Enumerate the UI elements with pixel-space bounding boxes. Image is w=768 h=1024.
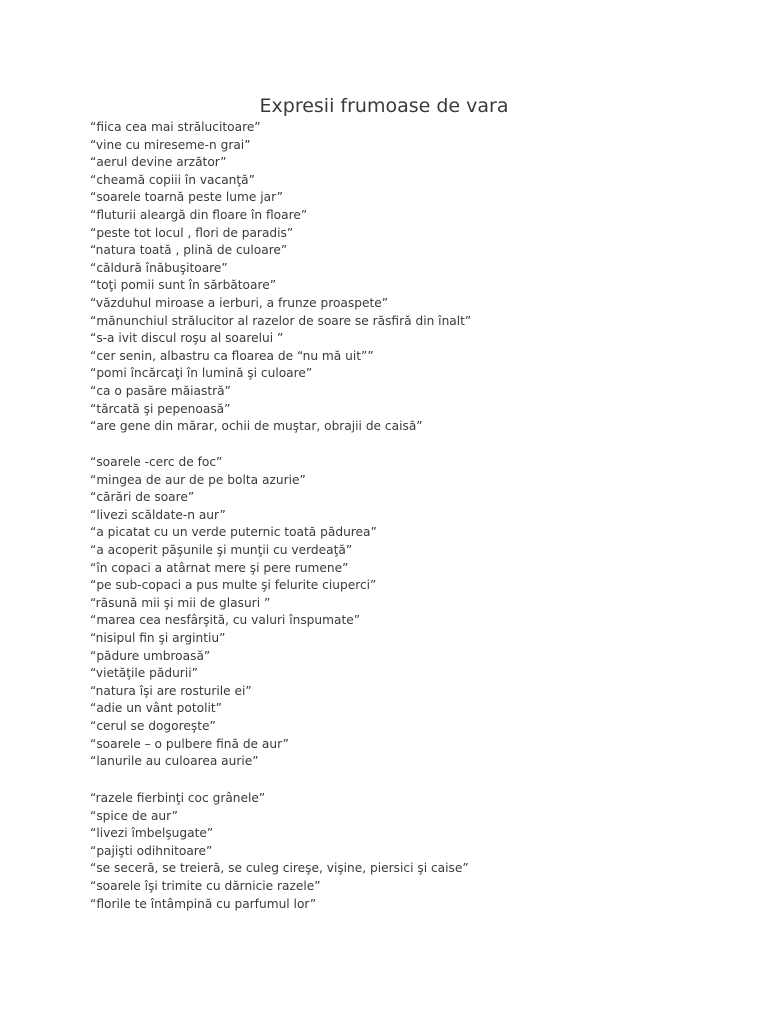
text-line: “fluturii aleargă din floare în floare”	[90, 207, 308, 222]
text-line: “livezi îmbelşugate”	[90, 826, 214, 841]
text-line: “s-a ivit discul roşu al soarelui ”	[90, 331, 284, 346]
text-line: “livezi scăldate-n aur”	[90, 507, 226, 522]
text-line: “tărcată şi pepenoasă”	[90, 401, 231, 416]
text-line: “fiica cea mai strălucitoare”	[90, 120, 261, 134]
text-line: “mănunchiul strălucitor al razelor de soare se răsfiră din înalt”	[90, 313, 472, 328]
text-line: “natura îşi are rosturile ei”	[90, 683, 252, 698]
text-line: “spice de aur”	[90, 808, 178, 823]
document-title: Expresii frumoase de vara	[259, 95, 509, 117]
text-line: “marea cea nesfârşită, cu valuri înspumate”	[90, 613, 361, 628]
text-line: “a picatat cu un verde puternic toată pădurea”	[90, 525, 377, 540]
text-line: “pajişti odihnitoare”	[90, 843, 213, 858]
text-line: “vine cu mireseme-n grai”	[90, 137, 251, 152]
text-line: “nisipul fin şi argintiu”	[90, 630, 226, 645]
text-line: “în copaci a atârnat mere şi pere rumene”	[90, 560, 349, 575]
text-line: “căldură înăbuşitoare”	[90, 260, 228, 275]
text-line: “soarele -cerc de foc”	[90, 455, 223, 469]
text-line: “pe sub-copaci a pus multe şi felurite ciuperci”	[90, 578, 377, 593]
text-line: “toţi pomii sunt în sărbătoare”	[90, 278, 277, 293]
text-line: “soarele îşi trimite cu dărnicie razele”	[90, 878, 321, 893]
text-line: “aerul devine arzător”	[90, 155, 227, 170]
text-line: “ca o pasăre măiastră”	[90, 383, 231, 398]
text-line: “cerul se dogoreşte”	[90, 718, 216, 733]
text-line: “văzduhul miroase a ierburi, a frunze proaspete”	[90, 295, 389, 310]
text-line: “răsună mii şi mii de glasuri ”	[90, 595, 271, 610]
stanza-3	[90, 790, 730, 913]
text-line: “lanurile au culoarea aurie”	[90, 754, 259, 769]
text-line: “soarele toarnă peste lume jar”	[90, 190, 283, 205]
stanza-2	[90, 454, 730, 771]
text-line: “peste tot locul , flori de paradis”	[90, 225, 294, 240]
text-line: “pădure umbroasă”	[90, 648, 211, 663]
text-line: “are gene din mărar, ochii de muştar, obrajii de caisă”	[90, 419, 423, 434]
text-line: “se seceră, se treieră, se culeg cireşe, vişine, piersici şi caise”	[90, 861, 469, 876]
text-line: “razele fierbinţi coc grânele”	[90, 791, 266, 805]
text-line: “cheamă copiii în vacanţă”	[90, 172, 255, 187]
stanza-1	[90, 119, 730, 436]
text-line: “cărări de soare”	[90, 490, 195, 505]
text-line: “a acoperit păşunile şi munţii cu verdeaţă”	[90, 542, 353, 557]
text-line: “mingea de aur de pe bolta azurie”	[90, 472, 306, 487]
text-line: “florile te întâmpină cu parfumul lor”	[90, 896, 317, 911]
text-line: “cer senin, albastru ca floarea de “nu mă uit””	[90, 348, 374, 363]
text-line: “vietăţile pădurii”	[90, 666, 198, 681]
text-line: “soarele – o pulbere fină de aur”	[90, 736, 289, 751]
text-line: “natura toată , plină de culoare”	[90, 243, 288, 258]
text-line: “pomi încărcaţi în lumină şi culoare”	[90, 366, 313, 381]
text-line: “adie un vânt potolit”	[90, 701, 222, 716]
